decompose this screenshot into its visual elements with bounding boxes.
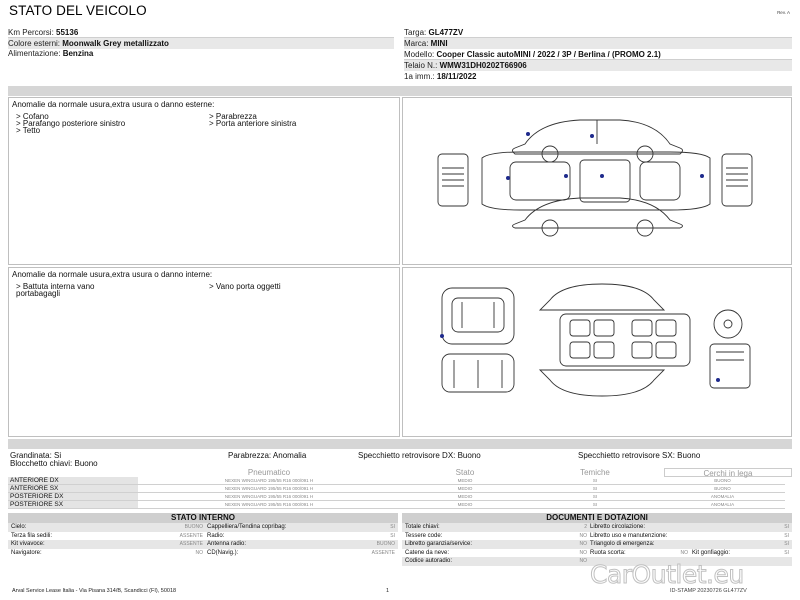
tyre-tm: SI bbox=[530, 477, 660, 485]
documents-row bbox=[402, 532, 792, 541]
watermark-logo: CarOutlet.eu bbox=[590, 560, 744, 589]
warranty-label: Libretto garanzia/service: bbox=[405, 541, 473, 547]
documents-heading: DOCUMENTI E DOTAZIONI bbox=[402, 513, 792, 523]
external-damage-heading: Anomalie da normale usura,extra usura o danno esterne: bbox=[12, 100, 215, 109]
damage-item: > Battuta interna vano portabagagli bbox=[16, 282, 95, 298]
damage-item: > Cofano bbox=[16, 112, 49, 121]
internal-state-row bbox=[8, 532, 398, 541]
km-value: 55136 bbox=[56, 28, 79, 37]
parcel-shelf-label: Cappelliera/Tendina copribag: bbox=[207, 524, 287, 530]
tyre-spec: NEXEN WINGUARD 195/55 R16 000/091 H bbox=[138, 485, 400, 493]
mirror-right-status: Specchietto retrovisore DX: Buono bbox=[358, 451, 481, 460]
radio-label: Radio: bbox=[207, 532, 225, 539]
chassis-row: Telaio N.: WMW31DH0202T66906 bbox=[404, 60, 792, 71]
tyre-position: POSTERIORE DX bbox=[8, 493, 138, 501]
documents-row bbox=[402, 523, 792, 532]
color-value: Moonwalk Grey metallizzato bbox=[62, 39, 169, 48]
antenna-value: BUONO bbox=[376, 541, 395, 547]
internal-damage-list bbox=[16, 283, 396, 307]
tyre-table bbox=[8, 477, 785, 509]
warranty-value: NO bbox=[579, 541, 587, 547]
fuel-row: Alimentazione: Benzina bbox=[8, 49, 94, 58]
parcel-shelf-value: SI bbox=[390, 524, 395, 530]
internal-state-row bbox=[8, 540, 398, 549]
tyre-rim: ANOMALIA bbox=[660, 501, 785, 509]
tyre-rim: ANOMALIA bbox=[660, 493, 785, 501]
triangle-value: SI bbox=[784, 541, 789, 547]
page-title: STATO DEL VEICOLO bbox=[9, 3, 147, 18]
brand-row: Marca: MINI bbox=[404, 38, 792, 49]
brand-value: MINI bbox=[430, 39, 448, 48]
model-value: Cooper Classic autoMINI / 2022 / 3P / Berlina / (PROMO 2.1) bbox=[436, 50, 661, 59]
cd-navig-value: ASSENTE bbox=[371, 549, 395, 556]
chassis-value: WMW31DH0202T66906 bbox=[439, 61, 527, 70]
tyre-position: ANTERIORE DX bbox=[8, 477, 138, 485]
ceiling-label: Cielo: bbox=[11, 524, 27, 530]
km-row: Km Percorsi: 55136 bbox=[8, 27, 394, 38]
windshield-status: Parabrezza: Anomalia bbox=[228, 451, 307, 460]
navigator-label: Navigatore: bbox=[11, 549, 42, 556]
section-divider-bar bbox=[8, 86, 792, 96]
table-row bbox=[8, 501, 785, 509]
damage-item: > Vano porta oggetti bbox=[209, 282, 281, 291]
internal-car-diagram bbox=[432, 280, 772, 400]
triangle-label: Triangolo di emergenza: bbox=[590, 541, 655, 547]
inflation-kit-value: SI bbox=[784, 549, 789, 556]
fuel-value: Benzina bbox=[62, 49, 94, 58]
internal-state-row bbox=[8, 549, 398, 558]
navigator-value: NO bbox=[195, 549, 203, 556]
footer-reference: ID-STAMP 20230726 GL477ZV bbox=[670, 588, 747, 594]
tyre-tm: SI bbox=[530, 493, 660, 501]
damage-markers bbox=[506, 132, 704, 180]
table-row bbox=[8, 477, 785, 485]
footer-page-number: 1 bbox=[386, 588, 390, 594]
state-col-header: Stato bbox=[455, 468, 475, 477]
toll-cards-value: NO bbox=[579, 532, 587, 539]
manual-label: Libretto uso e manutenzione: bbox=[590, 532, 668, 539]
damage-item: > Parafango posteriore sinistro bbox=[16, 119, 126, 128]
registration-doc-value: SI bbox=[784, 524, 789, 530]
tyre-tm: SI bbox=[530, 485, 660, 493]
third-row-value: ASSENTE bbox=[179, 532, 203, 539]
keys-total-label: Totale chiavi: bbox=[405, 524, 440, 530]
registration-row: 1a imm.: 18/11/2022 bbox=[404, 72, 477, 81]
registration-doc-label: Libretto circolazione: bbox=[590, 524, 646, 530]
tyre-tm: SI bbox=[530, 501, 660, 509]
tyre-state: MEDIO bbox=[400, 485, 530, 493]
keys-total-value: 2 bbox=[584, 524, 587, 530]
third-row-label: Terza fila sedili: bbox=[11, 532, 53, 539]
tyre-spec: NEXEN WINGUARD 195/55 R16 000/091 H bbox=[138, 493, 400, 501]
footer-company: Arval Service Lease Italia - Via Pisana 314/B, Scandicci (FI), 50018 bbox=[12, 588, 177, 594]
damage-item: > Porta anteriore sinistra bbox=[209, 119, 297, 128]
model-row: Modello: Cooper Classic autoMINI / 2022 / 3P / Berlina / (PROMO 2.1) bbox=[404, 49, 792, 60]
snow-chains-label: Catene da neve: bbox=[405, 549, 450, 556]
tyre-col-header: Pneumatico bbox=[247, 468, 291, 477]
revision-label: Rev. A bbox=[777, 10, 790, 15]
hail-status: Grandinata: Si bbox=[10, 451, 62, 460]
handsfree-value: ASSENTE bbox=[179, 541, 203, 547]
tyre-state: MEDIO bbox=[400, 493, 530, 501]
external-car-diagram bbox=[430, 108, 760, 238]
antenna-label: Antenna radio: bbox=[207, 541, 247, 547]
spare-wheel-label: Ruota scorta: bbox=[590, 549, 626, 556]
tyre-rim: BUONO bbox=[660, 485, 785, 493]
tyre-state: MEDIO bbox=[400, 501, 530, 509]
damage-item: > Tetto bbox=[16, 126, 41, 135]
rim-col-header: Cerchi in lega bbox=[664, 468, 792, 477]
car-interior-outline bbox=[432, 280, 772, 400]
documents-row bbox=[402, 549, 792, 558]
tyre-position: ANTERIORE SX bbox=[8, 485, 138, 493]
tyre-rim: BUONO bbox=[660, 477, 785, 485]
plate-row: Targa: GL477ZV bbox=[404, 27, 792, 38]
handsfree-label: Kit vivavoce: bbox=[11, 541, 45, 547]
ceiling-value: BUONO bbox=[184, 524, 203, 530]
tyre-spec: NEXEN WINGUARD 195/55 R16 000/091 H bbox=[138, 501, 400, 509]
section-divider-bar bbox=[8, 439, 792, 449]
spare-wheel-value: NO bbox=[680, 549, 688, 556]
mirror-left-status: Specchietto retrovisore SX: Buono bbox=[578, 451, 701, 460]
radio-code-value: NO bbox=[579, 558, 587, 564]
internal-damage-heading: Anomalie da normale usura,extra usura o danno interne: bbox=[12, 270, 213, 279]
documents-row bbox=[402, 540, 792, 549]
snow-chains-value: NO bbox=[579, 549, 587, 556]
internal-state-heading: STATO INTERNO bbox=[8, 513, 398, 523]
key-lock-status: Blocchetto chiavi: Buono bbox=[10, 459, 98, 468]
tyre-spec: NEXEN WINGUARD 195/55 R16 000/091 H bbox=[138, 477, 400, 485]
radio-value: SI bbox=[390, 532, 395, 539]
table-row bbox=[8, 493, 785, 501]
internal-state-row bbox=[8, 523, 398, 532]
radio-code-label: Codice autoradio: bbox=[405, 558, 453, 564]
plate-value: GL477ZV bbox=[428, 28, 464, 37]
tyre-position: POSTERIORE SX bbox=[8, 501, 138, 509]
tm-col-header: Temiche bbox=[580, 468, 610, 477]
inflation-kit-label: Kit gonfiaggio: bbox=[692, 549, 731, 556]
registration-value: 18/11/2022 bbox=[436, 72, 477, 81]
color-row: Colore esterni: Moonwalk Grey metallizzato bbox=[8, 38, 394, 49]
toll-cards-label: Tessere code: bbox=[405, 532, 443, 539]
table-row bbox=[8, 485, 785, 493]
tyre-state: MEDIO bbox=[400, 477, 530, 485]
external-damage-list bbox=[16, 113, 396, 143]
manual-value: SI bbox=[784, 532, 789, 539]
cd-navig-label: CD(Navig.): bbox=[207, 549, 239, 556]
car-exterior-outline bbox=[430, 108, 760, 238]
damage-item: > Parabrezza bbox=[209, 112, 257, 121]
